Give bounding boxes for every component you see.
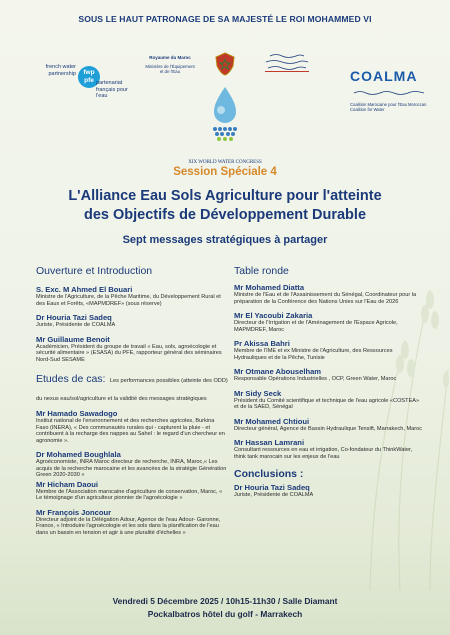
fwp-english-label: french water partnership — [45, 64, 76, 77]
speaker-desc: Institut national de l'environnement et des recherches agricoles, Burkina Faso (INERA), « Des communautés rurales qui - capturent la pluie - et contribuent à la recharge des nappes au Sahel : le regard d'un chercheur en agronomie ». — [36, 418, 225, 444]
main-title-line2: des Objectifs de Développement Durable — [83, 207, 367, 223]
speaker-desc: Directeur général, Agence de Bassin Hydraulique Tensift, Marrakech, Maroc — [234, 425, 423, 432]
speaker-name: S. Exc. M Ahmed El Bouari — [36, 285, 133, 294]
speaker-desc: Directeur de l'Irrigation et de l'Aménagement de l'Espace Agricole, MAPMDREF, Maroc — [234, 320, 398, 333]
fwp-circle-icon: fwp pfe — [78, 66, 100, 88]
etudes-block — [36, 369, 228, 405]
speaker-name: Pr Akissa Bahri — [234, 339, 290, 348]
speaker-desc: Responsable Opérations Industrielles , OCP, Green Water, Maroc — [234, 376, 397, 382]
speaker-item — [234, 283, 424, 305]
speaker-item — [234, 339, 424, 361]
speaker-desc: Agroéconomiste, INRA Maroc directeur de recherche, INRA, Maroc,« Les acquis de la recherche marocaine et les avancées de la stratégie Génération Green 2020-2030 » — [36, 459, 227, 478]
speaker-item — [36, 480, 228, 502]
speaker-item — [234, 311, 424, 333]
speaker-name: Mr Mohamed Diatta — [234, 283, 305, 292]
speaker-item — [36, 285, 228, 307]
etudes-subtitle: Les performances possibles (atteinte des ODD) du nexus eau/sol/agriculture et la validité des messages stratégiques — [36, 378, 228, 402]
speaker-name: Mr Hassan Lamrani — [234, 438, 305, 447]
arabic-ministry-logo — [262, 52, 312, 79]
fwp-logo — [34, 62, 134, 107]
speaker-item — [234, 367, 424, 383]
speaker-item — [36, 508, 228, 537]
patronage-banner: SOUS LE HAUT PATRONAGE DE SA MAJESTÉ LE ROI MOHAMMED VI — [78, 14, 372, 24]
session-label: Session Spéciale 4 — [173, 166, 277, 178]
speaker-item — [234, 389, 424, 411]
coalma-arabic-text-icon — [350, 88, 430, 97]
left-column — [36, 265, 228, 542]
main-title — [0, 187, 450, 225]
water-congress-logo-icon — [209, 85, 241, 157]
etudes-list — [36, 409, 228, 536]
table-ronde-heading: Table ronde — [234, 265, 289, 277]
speaker-desc: Académicien, Président du groupe de travail « Eau, sols, agroécologie et sécurité alimentaire » (ESASA) du PFE, rapporteur général des séminaires Nord-Sud SESAME — [36, 343, 222, 363]
speaker-item — [36, 450, 228, 479]
speaker-name: Mr Guillaume Benoit — [36, 334, 110, 344]
speaker-name: Mr Otmane Abouselham — [234, 367, 322, 376]
speaker-desc: Directeur adjoint de la Délégation Adour, Agence de l'eau Adour- Garonne, France, « Introduire l'agroécologie et les sols dans la planification de l'eau dans un bassin en tension et agir à une pluralité d'échelles » — [36, 516, 221, 536]
speaker-name: Mr Mohamed Chtioui — [234, 416, 310, 426]
coalma-logo — [350, 68, 430, 112]
speaker-desc: Ministre de l'Agriculture, de la Pêche Maritime, du Développement Rural et des Eaux et Forêts, «MAPMDREF» (sous réserve) — [36, 294, 221, 307]
speaker-desc: Ministre de l'Eau et de l'Assainissement du Sénégal, Coordinateur pour la préparation de la Conférence des Nations Unies sur l'Eau de 2026 — [234, 292, 417, 305]
event-footer — [0, 595, 450, 621]
main-title-line1: L'Alliance Eau Sols Agriculture pour l'atteinte — [68, 188, 382, 204]
right-column — [234, 265, 424, 505]
coat-of-arms-icon — [214, 52, 236, 76]
coalma-wordmark: COALMA — [350, 68, 418, 84]
ministry-title: Royaume du Maroc — [149, 55, 191, 60]
speaker-desc: Juriste, Présidente de COALMA — [36, 322, 116, 328]
speaker-desc: Juriste, Présidente de COALMA — [234, 492, 314, 498]
conclusions-heading: Conclusions : — [234, 468, 304, 480]
speaker-name: Mr François Joncour — [36, 507, 112, 517]
speaker-name: Mr El Yacoubi Zakaria — [234, 311, 313, 320]
speaker-name: Mr Hamado Sawadogo — [36, 409, 118, 418]
speaker-name: Dr Houria Tazi Sadeq — [234, 483, 310, 492]
ouverture-list — [36, 285, 228, 363]
event-date-time-room: Vendredi 5 Décembre 2025 / 10h15-11h30 / Salle Diamant — [112, 596, 338, 606]
congress-label: XIX WORLD WATER CONGRESS — [188, 160, 262, 165]
speaker-item — [234, 483, 424, 499]
table-ronde-list — [234, 283, 424, 460]
speaker-name: Mr Sidy Seck — [234, 388, 282, 398]
speaker-name: Mr Hicham Daoui — [36, 479, 99, 489]
event-venue: Pockalbatros hôtel du golf - Marrakech — [147, 609, 303, 619]
ministry-subtitle: Ministère de l'Équipement et de l'Eau — [145, 64, 195, 74]
speaker-desc: Membre de l'IME et ex Ministre de l'Agriculture, des Ressources Hydrauliques et de la Pêche, Tunisie — [234, 348, 393, 361]
speaker-item — [36, 409, 228, 444]
coalma-subtitle: Coalition Marocaine pour l'Eau Moroccan Coalition for Water — [350, 102, 427, 112]
speaker-name: Dr Mohamed Boughlala — [36, 450, 121, 459]
speaker-desc: Membre de l'Association marocaine d'agriculture de conservation, Maroc, « Le témoignage d'un agriculteur pionnier de l'agroécologie » — [36, 488, 223, 501]
ministry-logo — [145, 55, 195, 74]
speaker-desc: Président du Comité scientifique et technique de l'eau agricole «COSTEA» et de la SAED, Sénégal — [234, 397, 420, 410]
speaker-name: Dr Houria Tazi Sadeq — [36, 313, 112, 322]
etudes-heading: Etudes de cas: — [36, 373, 106, 385]
speaker-item — [234, 438, 424, 460]
fwp-french-label: partenariat français pour l'eau — [96, 80, 128, 99]
subtitle: Sept messages stratégiques à partager — [122, 234, 328, 246]
arabic-text-icon — [262, 52, 312, 74]
speaker-desc: Consultant ressources en eau et irrigation, Co-fondateur du ThinkWater, think tank marocain sur les enjeux de l'eau — [234, 447, 413, 460]
speaker-item — [234, 417, 424, 433]
speaker-item — [36, 335, 228, 364]
speaker-item — [36, 313, 228, 329]
ouverture-heading: Ouverture et Introduction — [36, 265, 153, 277]
